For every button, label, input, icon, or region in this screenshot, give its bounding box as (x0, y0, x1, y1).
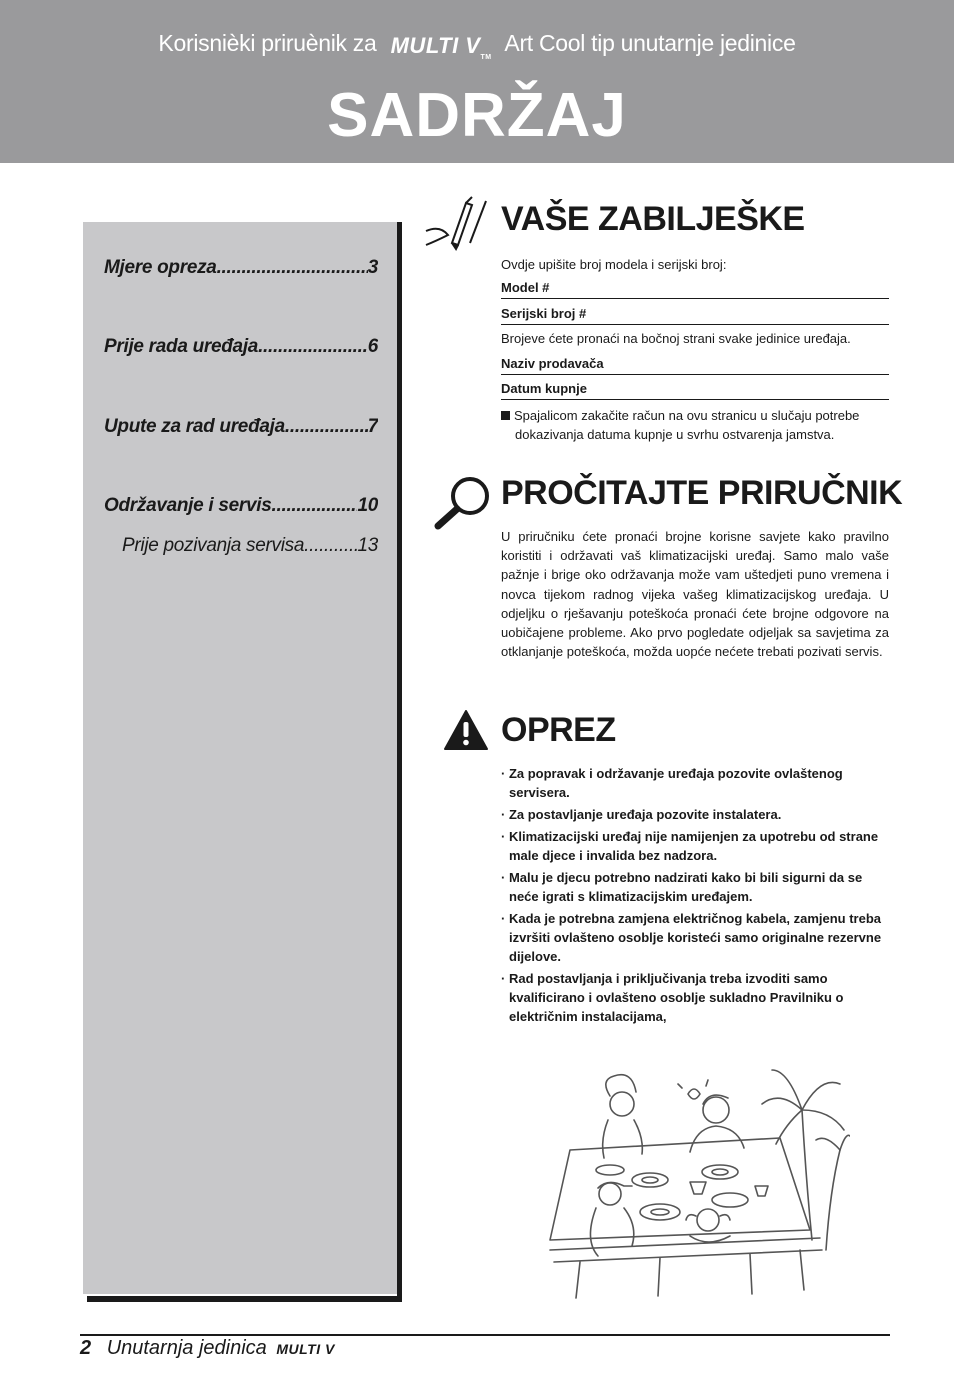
caution-list (501, 764, 889, 1029)
notes-intro: Ovdje upišite broj modela i serijski broj: (501, 257, 727, 272)
subtitle-after: Art Cool tip unutarnje jedinice (504, 30, 796, 56)
subtitle-before: Korisnièki priruènik za (158, 30, 377, 56)
page-number: 2 (80, 1337, 92, 1359)
toc-panel-shadow-bottom (87, 1296, 402, 1302)
model-field: Model # (501, 280, 889, 299)
read-manual-title: PROČITAJTE PRIRUČNIK (501, 474, 903, 512)
caution-item: · Za postavljanje uređaja pozovite instalatera. (501, 805, 889, 824)
warning-icon (443, 709, 489, 751)
caution-item: · Rad postavljanja i priključivanja treba izvoditi samo kvalificirano i ovlašteno osoblje sukladno Pravilniku o električnim instalacijama, (501, 969, 889, 1026)
toc-item-prije-pozivanja[interactable]: Prije pozivanja servisa ..... 13 (122, 535, 378, 557)
staple-note: Spajalicom zakačite račun na ovu stranicu u slučaju potrebe dokazivanja datuma kupnje u svrhu ostvarenja jamstva. (501, 406, 889, 444)
toc-item-prije-rada[interactable]: Prije rada uređaja ..... 6 (104, 336, 378, 358)
number-location-text: Brojeve ćete pronaći na bočnoj strani svake jedinice uređaja. (501, 331, 851, 346)
footer (80, 1337, 335, 1360)
magnifier-icon (432, 474, 494, 532)
toc-item-mjere-opreza[interactable]: Mjere opreza ..... 3 (104, 257, 378, 279)
purchase-date-field: Datum kupnje (501, 381, 889, 400)
toc-panel-shadow (397, 222, 402, 1302)
header-band (0, 0, 954, 163)
square-bullet-icon (501, 411, 510, 420)
toc-panel (83, 222, 397, 1294)
caution-item: · Kada je potrebna zamjena električnog kabela, zamjenu treba izvršiti ovlašteno osoblje koristeći samo originalne rezervne dijelove. (501, 909, 889, 966)
dealer-field: Naziv prodavača (501, 356, 889, 375)
serial-field: Serijski broj # (501, 306, 889, 325)
multi-v-logo: MULTI $V_{TM}$ (390, 33, 492, 61)
toc-item-odrzavanje[interactable]: Održavanje i servis ..... 10 (104, 495, 378, 517)
manual-subtitle (0, 30, 954, 61)
footer-rule (80, 1334, 890, 1336)
caution-item: · Malu je djecu potrebno nadzirati kako bi bili sigurni da se neće igrati s klimatizacijskim uređajem. (501, 868, 889, 906)
footer-logo: MULTI V (276, 1341, 335, 1357)
caution-item: · Za popravak i održavanje uređaja pozovite ovlaštenog servisera. (501, 764, 889, 802)
pen-icon (422, 195, 492, 251)
read-manual-body: U priručniku ćete pronaći brojne korisne savjete kako pravilno koristiti i održavati vaš klimatizacijski uređaj. Samo malo vaše pažnje i brige oko održavanja može vam uštedjeti puno vremena i novca tijekom radnog vijeka vašeg klimatizacijskog uređaja. U odjeljku o rješavanju poteškoća pronaći ćete brojne odgovore na uobičajene probleme. Ako prvo pogledate odjeljak sa savjetima za otklanjanje poteškoća, možda uopće nećete trebati pozivati servis. (501, 529, 889, 660)
footer-label: Unutarnja jedinica (106, 1337, 267, 1359)
caution-item: · Klimatizacijski uređaj nije namijenjen za upotrebu od strane male djece i invalida bez nadzora. (501, 827, 889, 865)
toc-item-upute-za-rad[interactable]: Upute za rad uređaja ..... 7 (104, 416, 378, 438)
notes-title: VAŠE ZABILJEŠKE (501, 200, 805, 238)
page-title: SADRŽAJ (327, 81, 627, 150)
caution-title: OPREZ (501, 711, 616, 749)
picnic-illustration (540, 1040, 850, 1302)
